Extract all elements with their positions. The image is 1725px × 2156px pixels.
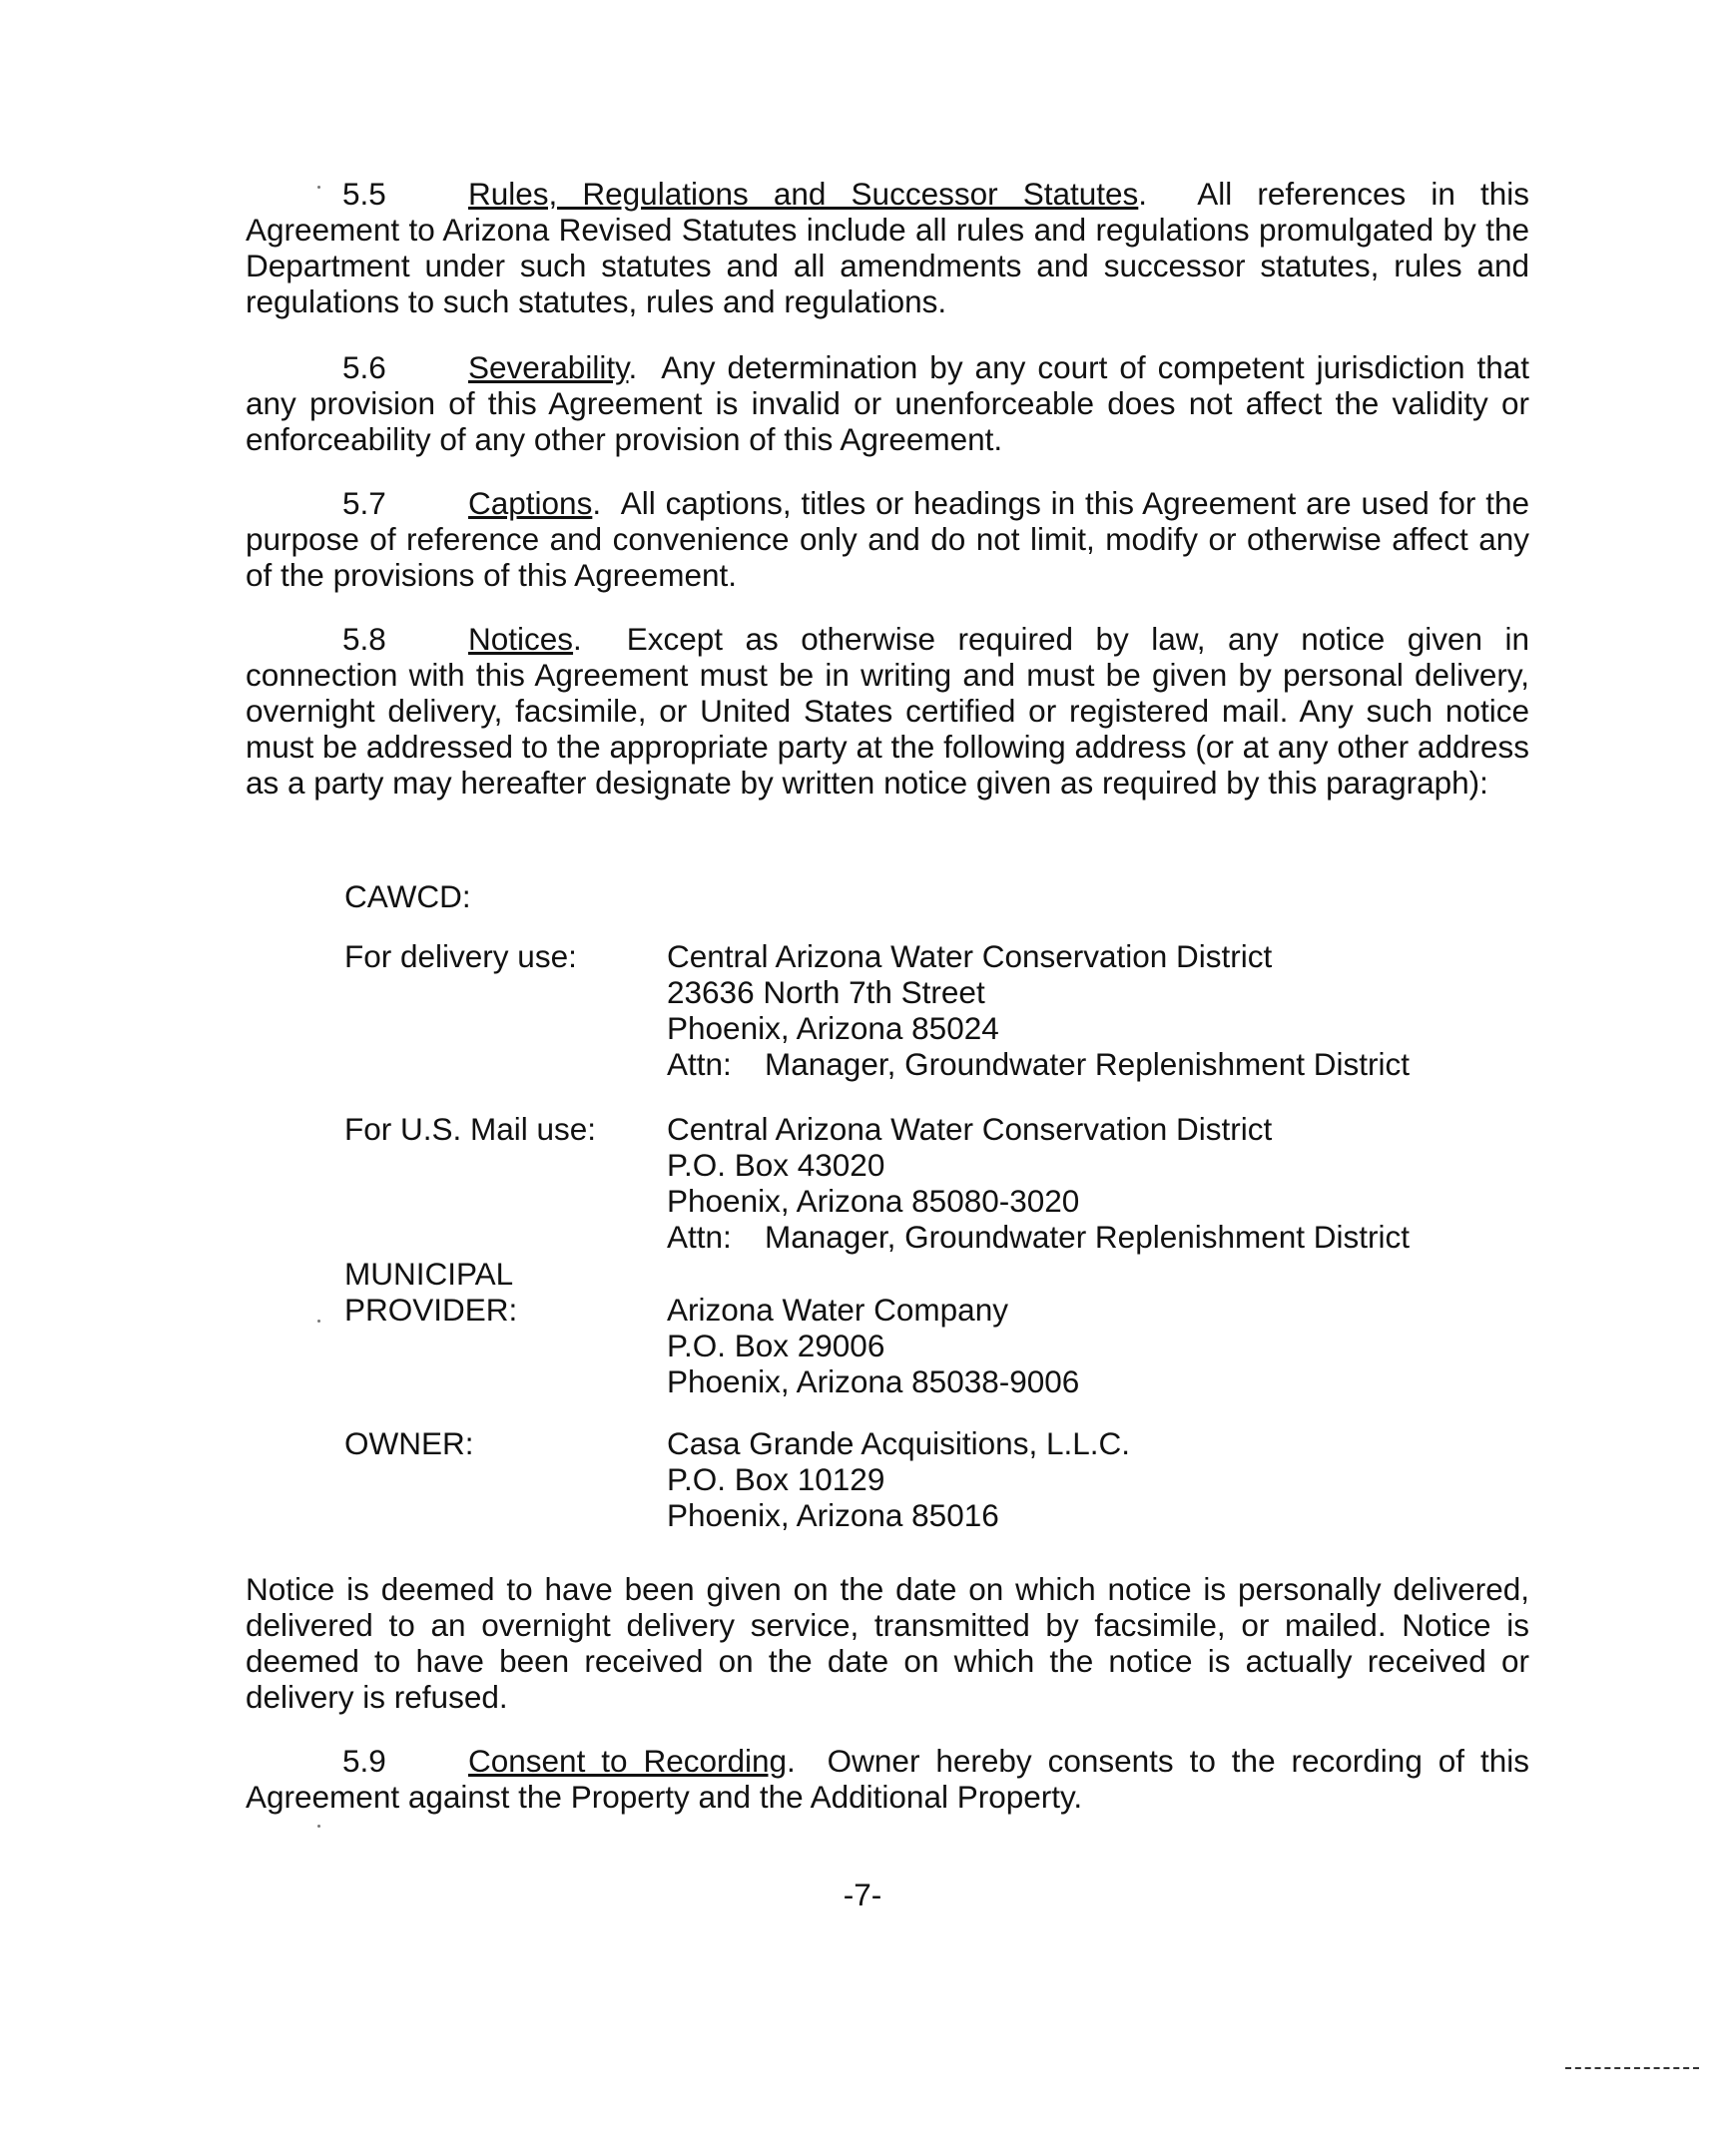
section-body: Except as otherwise required by law, any notice given in connection with this Agreement must be in writing and must be given by personal delivery, overnight delivery, facsimile, or United States certified or registered mail. Any such notice must be addressed to the appropriate party at the following address (or at any other address as a party may hereafter designate by written notice given as required by this paragraph): bbox=[246, 621, 1529, 801]
section-heading: Notices bbox=[468, 621, 574, 657]
municipal-provider-label bbox=[344, 1256, 517, 1328]
section-heading: Rules, Regulations and Successor Statutes bbox=[468, 176, 1139, 212]
page-number: -7- bbox=[843, 1877, 882, 1912]
address-attn bbox=[667, 1046, 1410, 1082]
section-number: 5.9 bbox=[342, 1743, 386, 1779]
scan-speck bbox=[317, 1320, 320, 1323]
scan-rule-mark bbox=[1565, 2067, 1699, 2069]
notice-deemed-paragraph: Notice is deemed to have been given on the date on which notice is personally delivered, delivered to an overnight delivery service, transmitted by facsimile, or mailed. Notice is deemed to have been received on the date on which the notice is actually received or delivery is refused. bbox=[246, 1571, 1529, 1715]
address-name: Arizona Water Company bbox=[667, 1292, 1008, 1328]
section-body: All references in this Agreement to Arizona Revised Statutes include all rules and regulations promulgated by the Department under such statutes and all amendments and successor statutes, rules and regulations to such statutes, rules and regulations. bbox=[246, 176, 1529, 319]
delivery-label: For delivery use: bbox=[344, 938, 577, 974]
scan-speck bbox=[317, 186, 320, 189]
section-5-5: 5.5 Rules, Regulations and Successor Statutes. All references in this Agreement to Arizona Revised Statutes include all rules and regulations promulgated by the Department under such statutes and all amendments and successor statutes, rules and regulations to such statutes, rules and regulations. bbox=[246, 176, 1529, 319]
address-street: 23636 North 7th Street bbox=[667, 974, 985, 1010]
address-city: Phoenix, Arizona 85024 bbox=[667, 1010, 999, 1046]
address-city: Phoenix, Arizona 85038-9006 bbox=[667, 1363, 1080, 1399]
section-heading: Consent to Recording bbox=[468, 1743, 788, 1779]
section-body: Owner hereby consents to the recording of this Agreement against the Property and the Additional Property. bbox=[246, 1743, 1529, 1815]
section-body: Any determination by any court of competent jurisdiction that any provision of this Agreement is invalid or unenforceable does not affect the validity or enforceability of any other provision of this Agreement. bbox=[246, 349, 1529, 457]
section-5-8: 5.8 Notices. Except as otherwise required by law, any notice given in connection with this Agreement must be in writing and must be given by personal delivery, overnight delivery, facsimile, or United States certified or registered mail. Any such notice must be addressed to the appropriate party at the following address (or at any other address as a party may hereafter designate by written notice given as required by this paragraph): bbox=[246, 621, 1529, 801]
municipal-label-line1: MUNICIPAL bbox=[344, 1256, 514, 1292]
municipal-label-line2: PROVIDER: bbox=[344, 1292, 518, 1328]
municipal-address bbox=[667, 1292, 1079, 1399]
address-street: P.O. Box 43020 bbox=[667, 1147, 885, 1183]
scan-speck bbox=[317, 1825, 320, 1828]
section-body: All captions, titles or headings in this Agreement are used for the purpose of reference and convenience only and do not limit, modify or otherwise affect any of the provisions of this Agreement. bbox=[246, 485, 1529, 593]
owner-address bbox=[667, 1425, 1130, 1533]
section-number: 5.6 bbox=[342, 349, 386, 385]
attn-value: Manager, Groundwater Replenishment District bbox=[765, 1046, 1411, 1082]
delivery-address bbox=[667, 938, 1410, 1082]
section-5-6: 5.6 Severability. Any determination by any court of competent jurisdiction that any provision of this Agreement is invalid or unenforceable does not affect the validity or enforceability of any other provision of this Agreement. bbox=[246, 349, 1529, 457]
address-city: Phoenix, Arizona 85080-3020 bbox=[667, 1183, 1080, 1219]
mail-label: For U.S. Mail use: bbox=[344, 1111, 597, 1147]
address-name: Central Arizona Water Conservation District bbox=[667, 938, 1273, 974]
section-number: 5.7 bbox=[342, 485, 386, 521]
section-heading: Severability bbox=[468, 349, 629, 385]
attn-label: Attn: bbox=[667, 1046, 732, 1082]
section-5-7: 5.7 Captions. All captions, titles or headings in this Agreement are used for the purpose of reference and convenience only and do not limit, modify or otherwise affect any of the provisions of this Agreement. bbox=[246, 485, 1529, 593]
owner-label: OWNER: bbox=[344, 1425, 474, 1461]
cawcd-label: CAWCD: bbox=[344, 878, 471, 914]
address-attn bbox=[667, 1219, 1410, 1255]
address-street: P.O. Box 10129 bbox=[667, 1461, 885, 1497]
section-5-9: 5.9 Consent to Recording. Owner hereby consents to the recording of this Agreement against the Property and the Additional Property. bbox=[246, 1743, 1529, 1815]
section-number: 5.5 bbox=[342, 176, 386, 212]
attn-label: Attn: bbox=[667, 1219, 732, 1255]
section-number: 5.8 bbox=[342, 621, 386, 657]
section-heading: Captions bbox=[468, 485, 593, 521]
address-name: Casa Grande Acquisitions, L.L.C. bbox=[667, 1425, 1130, 1461]
address-name: Central Arizona Water Conservation District bbox=[667, 1111, 1273, 1147]
mail-address bbox=[667, 1111, 1410, 1255]
attn-value: Manager, Groundwater Replenishment District bbox=[765, 1219, 1411, 1255]
address-city: Phoenix, Arizona 85016 bbox=[667, 1497, 999, 1533]
address-street: P.O. Box 29006 bbox=[667, 1328, 885, 1363]
